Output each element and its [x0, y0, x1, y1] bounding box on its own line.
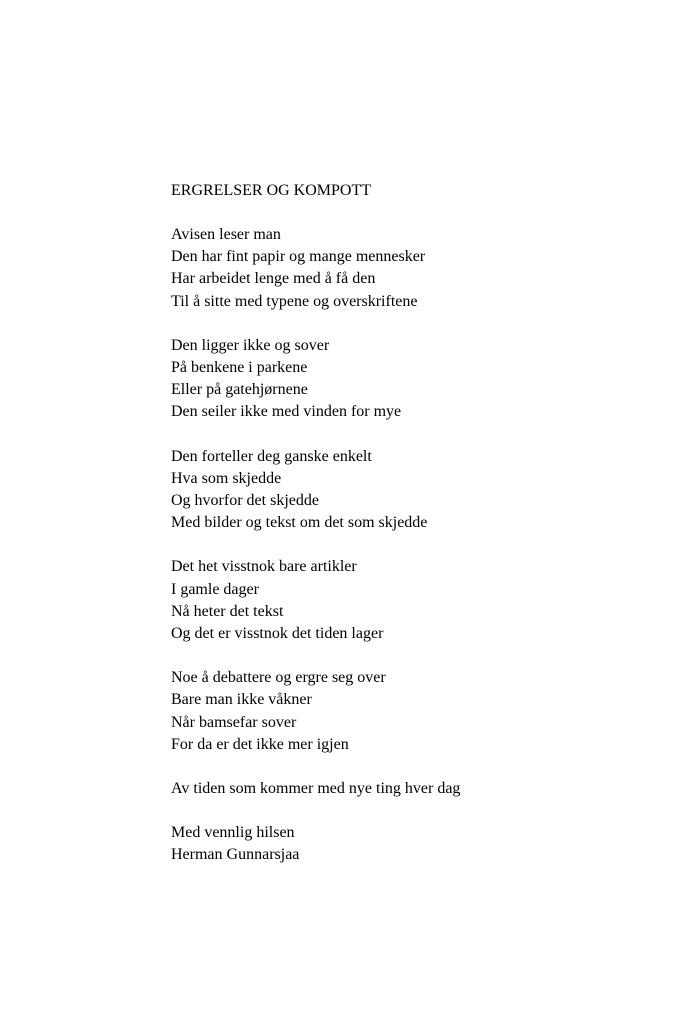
signature-block	[171, 822, 651, 866]
stanza-1	[171, 224, 651, 313]
poem-line: I gamle dager	[171, 580, 259, 598]
poem-line: For da er det ikke mer igjen	[171, 735, 349, 753]
poem-page	[171, 180, 651, 866]
poem-line: Avisen leser man	[171, 226, 281, 243]
stanza-5	[171, 667, 651, 756]
poem-line: Noe å debattere og ergre seg over	[171, 669, 386, 687]
poem-line: Hva som skjedde	[171, 469, 282, 487]
poem-line: Bare man ikke våkner	[171, 691, 312, 709]
poem-line: Det het visstnok bare artikler	[171, 558, 357, 576]
poem-line: Har arbeidet lenge med å få den	[171, 270, 376, 288]
stanza-4	[171, 556, 651, 645]
signature-closing: Med vennlig hilsen	[171, 824, 295, 842]
poem-line: Av tiden som kommer med nye ting hver dag	[171, 780, 461, 798]
poem-line: Den seiler ikke med vinden for mye	[171, 403, 402, 421]
poem-line: På benkene i parkene	[171, 359, 308, 377]
signature-name: Herman Gunnarsjaa	[171, 846, 300, 864]
poem-line: Den forteller deg ganske enkelt	[171, 447, 372, 465]
poem-line: Den ligger ikke og sover	[171, 336, 330, 354]
poem-title: ERGRELSER OG KOMPOTT	[171, 182, 372, 199]
stanza-3	[171, 446, 651, 535]
poem-line: Når bamsefar sover	[171, 713, 297, 731]
stanza-2	[171, 335, 651, 424]
poem-line: Eller på gatehjørnene	[171, 381, 308, 399]
stanza-6	[171, 778, 651, 800]
poem-line: Den har fint papir og mange mennesker	[171, 248, 426, 266]
poem-line: Og det er visstnok det tiden lager	[171, 625, 384, 643]
poem-line: Og hvorfor det skjedde	[171, 492, 319, 510]
poem-line: Til å sitte med typene og overskriftene	[171, 292, 418, 310]
poem-line: Nå heter det tekst	[171, 602, 284, 620]
poem-line: Med bilder og tekst om det som skjedde	[171, 514, 428, 532]
